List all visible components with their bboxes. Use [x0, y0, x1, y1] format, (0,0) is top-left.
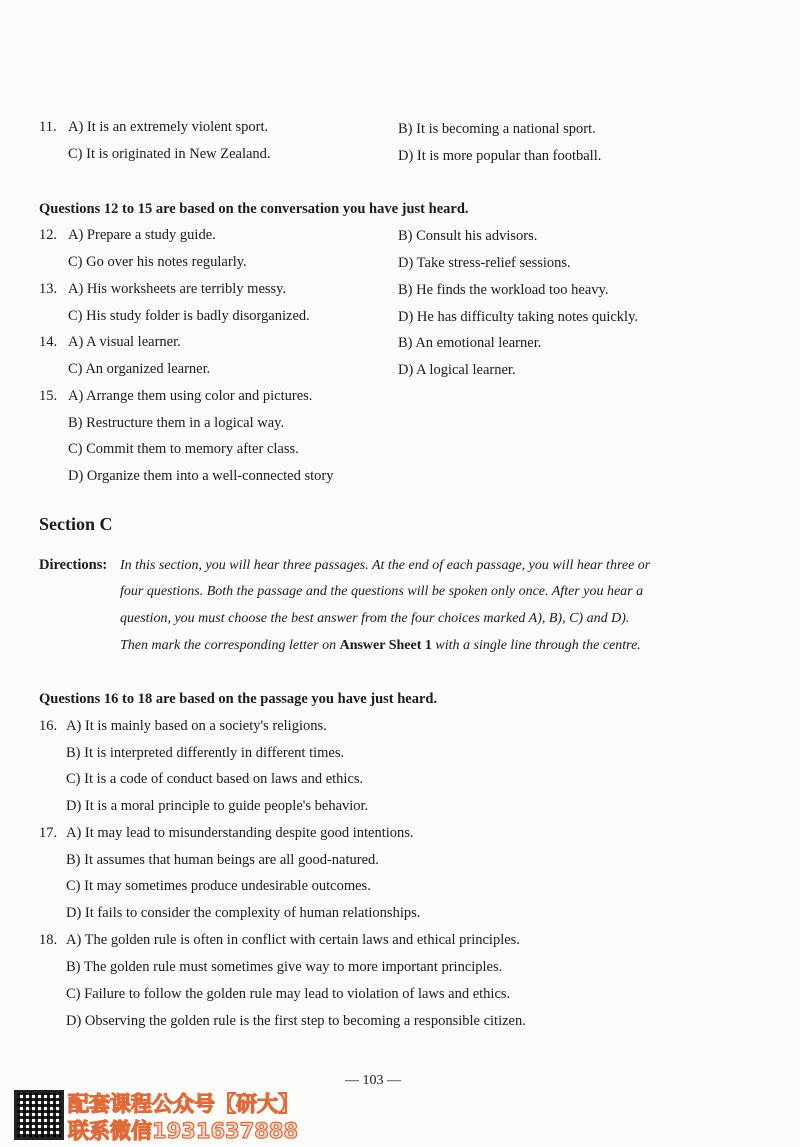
watermark-line-2: 联系微信1931637888: [68, 1119, 299, 1143]
directions-label: Directions:: [39, 557, 108, 573]
option-b: B) It is interpreted differently in different times.: [66, 745, 345, 761]
question-number: 18.: [39, 932, 58, 948]
directions-text: with a single line through the centre.: [435, 638, 641, 653]
directions-line: four questions. Both the passage and the questions will be spoken only once. After you hear a: [120, 584, 644, 599]
option-d: D) Organize them into a well-connected story: [68, 468, 334, 484]
option-d: D) It fails to consider the complexity of human relationships.: [66, 905, 421, 921]
question-number: 17.: [39, 825, 58, 841]
option-b: B) Consult his advisors.: [398, 228, 538, 244]
watermark-line-1: 配套课程公众号【研大】: [68, 1092, 299, 1116]
option-a: A) Prepare a study guide.: [68, 227, 216, 243]
option-a: A) His worksheets are terribly messy.: [68, 281, 287, 297]
question-number: 16.: [39, 718, 58, 734]
page-number: — 103 —: [345, 1073, 401, 1088]
option-c: C) Commit them to memory after class.: [68, 441, 299, 457]
option-a: A) Arrange them using color and pictures.: [68, 388, 313, 404]
option-c: C) An organized learner.: [68, 361, 211, 377]
questions-heading: Questions 12 to 15 are based on the conversation you have just heard.: [39, 201, 469, 217]
option-d: D) A logical learner.: [398, 362, 516, 378]
option-a: A) It is mainly based on a society's religions.: [66, 718, 327, 734]
option-b: B) It assumes that human beings are all good-natured.: [66, 852, 379, 868]
option-b: B) Restructure them in a logical way.: [68, 415, 285, 431]
directions-text: Then mark the corresponding letter on: [120, 638, 337, 653]
option-b: B) It is becoming a national sport.: [398, 121, 596, 137]
option-d: D) Take stress-relief sessions.: [398, 255, 571, 271]
question-number: 12.: [39, 227, 58, 243]
option-d: D) He has difficulty taking notes quickly.: [398, 309, 639, 325]
qr-code-icon: [14, 1090, 64, 1140]
option-c: C) It may sometimes produce undesirable outcomes.: [66, 878, 371, 894]
question-number: 14.: [39, 334, 58, 350]
option-c: C) It is a code of conduct based on laws and ethics.: [66, 771, 364, 787]
option-c: C) Go over his notes regularly.: [68, 254, 247, 270]
option-b: B) An emotional learner.: [398, 335, 542, 351]
option-a: A) The golden rule is often in conflict with certain laws and ethical principles.: [66, 932, 520, 948]
questions-heading: Questions 16 to 18 are based on the passage you have just heard.: [39, 691, 438, 707]
option-c: C) Failure to follow the golden rule may lead to violation of laws and ethics.: [66, 986, 511, 1002]
directions-line: In this section, you will hear three passages. At the end of each passage, you will hear three or: [120, 558, 651, 573]
option-a: A) It may lead to misunderstanding despite good intentions.: [66, 825, 414, 841]
option-d: D) Observing the golden rule is the first step to becoming a responsible citizen.: [66, 1013, 526, 1029]
section-title: Section C: [39, 514, 113, 534]
option-d: D) It is more popular than football.: [398, 148, 602, 164]
option-b: B) The golden rule must sometimes give way to more important principles.: [66, 959, 503, 975]
option-a: A) A visual learner.: [68, 334, 181, 350]
question-number: 15.: [39, 388, 58, 404]
question-number: 11.: [39, 119, 57, 135]
option-c: C) It is originated in New Zealand.: [68, 146, 271, 162]
question-number: 13.: [39, 281, 58, 297]
directions-line: question, you must choose the best answer from the four choices marked A), B), C) and D).: [120, 611, 630, 626]
option-a: A) It is an extremely violent sport.: [68, 119, 269, 135]
option-b: B) He finds the workload too heavy.: [398, 282, 609, 298]
option-d: D) It is a moral principle to guide people's behavior.: [66, 798, 369, 814]
option-c: C) His study folder is badly disorganized.: [68, 308, 310, 324]
answer-sheet-label: Answer Sheet 1: [339, 638, 432, 653]
directions-line: [120, 638, 641, 654]
